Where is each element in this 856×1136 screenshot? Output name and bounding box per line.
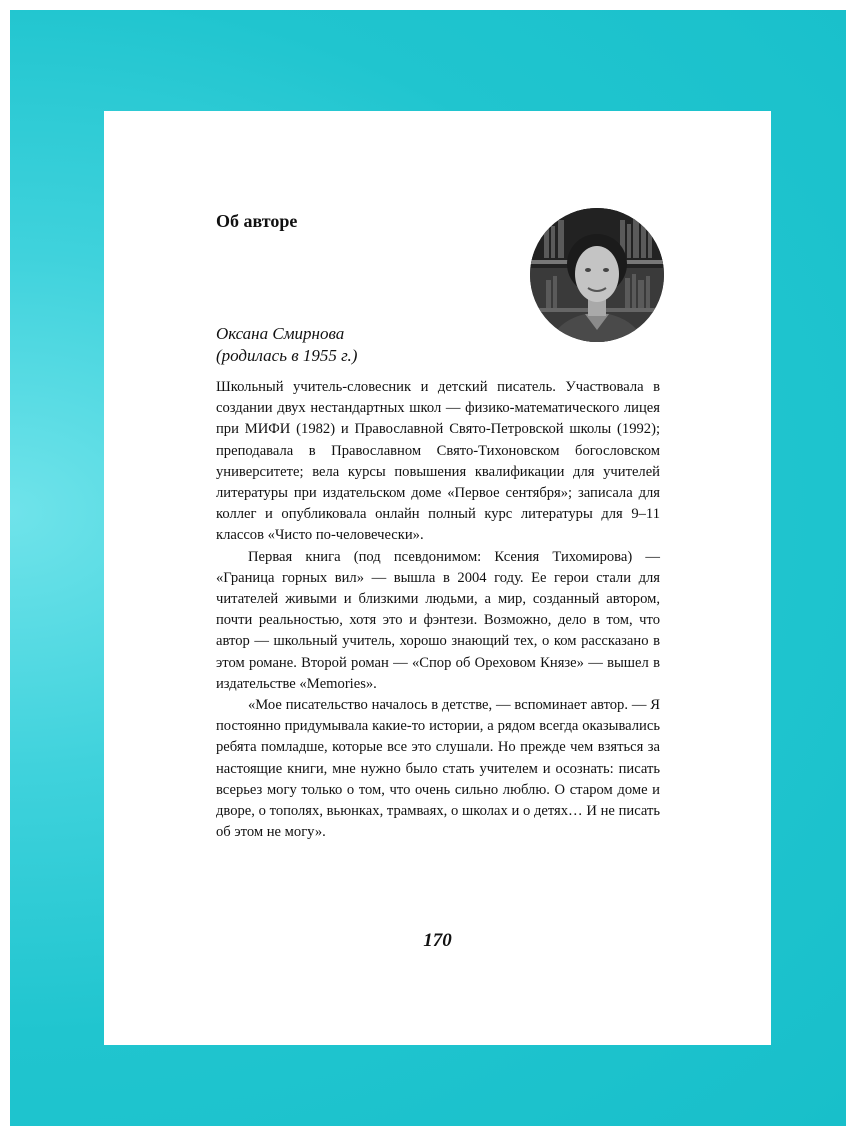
page-number: 170 bbox=[423, 930, 452, 951]
book-page bbox=[104, 111, 771, 1045]
author-portrait-photo bbox=[530, 208, 664, 342]
biography-paragraph: Первая книга (под псевдонимом: Ксения Тихомирова) — «Граница горных вил» — вышла в 2004 году. Ее герои стали для читателей живыми и близкими людьми, а мир, созданный автором, почти реальностью, хотя это и фэнтези. Возможно, дело в том, что автор — школьный учитель, хорошо знающий тех, о ком рассказано в этом романе. Второй роман — «Спор об Ореховом Князе» — вышел в издательстве «Memories». bbox=[216, 548, 660, 692]
section-heading: Об авторе bbox=[216, 211, 298, 231]
biography-paragraph: «Мое писательство началось в детстве, — вспоминает автор. — Я постоянно придумывала какие-то истории, а рядом всегда оказывались ребята помладше, которые все это слушали. Но прежде чем взяться за настоящие книги, мне нужно было стать учителем и осознать: писать всерьез могу только о том, что очень сильно люблю. О старом доме и дворе, о тополях, вьюнках, трамваях, о школах и о детях… И не писать об этом не могу». bbox=[216, 697, 660, 841]
biography-paragraph: Школьный учитель-словесник и детский писатель. Участвовала в создании двух нестандартных школ — физико-математического лицея при МИФИ (1982) и Православной Свято-Петровской школы (1992); преподавала в Православном Свято-Тихоновском богословском университете; вела курсы повышения квалификации для учителей литературы при издательском доме «Первое сентября»; записала для коллег и опубликовала онлайн полный курс литературы для 9–11 классов «Чисто по-человечески». bbox=[216, 379, 660, 544]
page-frame-background bbox=[10, 10, 846, 1126]
author-birth-year: (родилась в 1955 г.) bbox=[216, 346, 358, 365]
portrait-image bbox=[530, 208, 664, 342]
author-credit bbox=[216, 323, 357, 367]
author-biography bbox=[216, 377, 660, 843]
author-name: Оксана Смирнова bbox=[216, 324, 345, 343]
